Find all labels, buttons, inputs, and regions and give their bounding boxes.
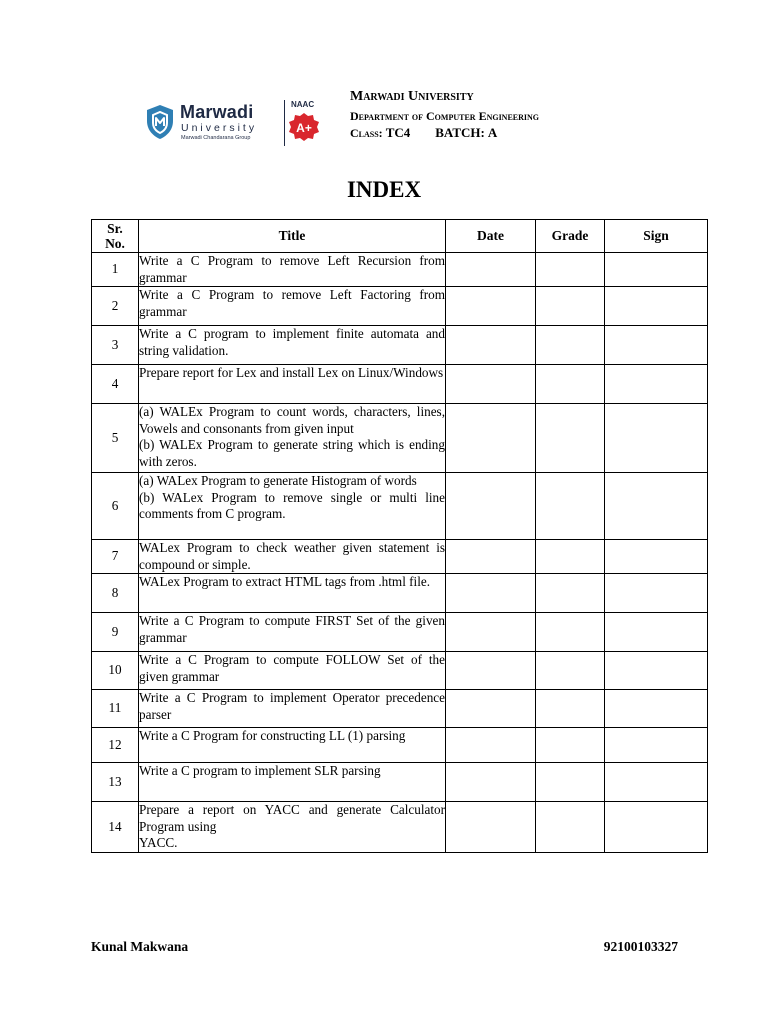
cell-date [446, 287, 536, 326]
table-row [92, 728, 708, 763]
cell-sr: 7 [92, 540, 139, 574]
university-logo [145, 98, 325, 150]
cell-title: Write a C Program to remove Left Recursion from grammar [139, 253, 445, 285]
header-sr: Sr. No. [92, 220, 139, 253]
cell-title: WALex Program to check weather given statement is compound or simple. [139, 540, 445, 572]
department-name: Department of Computer Engineering [350, 109, 540, 123]
batch-value: A [487, 125, 498, 140]
university-header [350, 88, 539, 141]
cell-title: Prepare a report on YACC and generate Calculator Program using YACC. [139, 802, 445, 850]
cell-date [446, 613, 536, 652]
cell-sign [605, 574, 708, 613]
naac-grade: A+ [296, 121, 312, 135]
cell-title: Prepare report for Lex and install Lex on Linux/Windows [139, 365, 446, 404]
class-label: Class: [350, 126, 383, 140]
cell-date [446, 652, 536, 690]
cell-date [446, 365, 536, 404]
cell-title: Write a C Program to compute FIRST Set of the given grammar [139, 613, 446, 652]
cell-sign [605, 652, 708, 690]
class-batch-line [350, 125, 539, 141]
cell-sign [605, 690, 708, 728]
cell-sr: 2 [92, 287, 139, 326]
logo-name: Marwadi [180, 102, 254, 122]
table-row [92, 540, 708, 574]
cell-grade [536, 652, 605, 690]
cell-date [446, 253, 536, 287]
cell-grade [536, 613, 605, 652]
table-row [92, 652, 708, 690]
cell-date [446, 540, 536, 574]
cell-date [446, 404, 536, 473]
cell-title: (a) WALEx Program to count words, characters, lines, Vowels and consonants from given input (b) WALEx Program to generate string which is ending with zeros. [139, 404, 446, 473]
cell-sign [605, 287, 708, 326]
student-id: 92100103327 [603, 939, 678, 954]
cell-sr: 3 [92, 326, 139, 365]
header-sign: Sign [605, 220, 708, 253]
shield-icon [145, 104, 175, 140]
cell-sign [605, 613, 708, 652]
cell-sign [605, 540, 708, 574]
table-row [92, 574, 708, 613]
cell-sign [605, 365, 708, 404]
cell-sr: 4 [92, 365, 139, 404]
student-name: Kunal Makwana [91, 939, 189, 954]
cell-title: Write a C program to implement SLR parsing [139, 763, 446, 802]
cell-sr: 11 [92, 690, 139, 728]
table-row [92, 763, 708, 802]
table-row [92, 690, 708, 728]
logo-subtitle: University [181, 122, 258, 134]
table-row [92, 253, 708, 287]
cell-date [446, 473, 536, 540]
naac-badge-icon [287, 112, 321, 142]
table-row [92, 613, 708, 652]
table-row [92, 326, 708, 365]
table-row [92, 287, 708, 326]
index-table [91, 219, 708, 853]
cell-grade [536, 473, 605, 540]
table-row [92, 365, 708, 404]
page-title: INDEX [346, 177, 422, 202]
naac-label: NAAC [291, 100, 315, 109]
cell-sr: 10 [92, 652, 139, 690]
cell-sr: 8 [92, 574, 139, 613]
cell-title: Write a C Program to compute FOLLOW Set of the given grammar [139, 652, 446, 690]
cell-sign [605, 404, 708, 473]
cell-sign [605, 473, 708, 540]
cell-grade [536, 728, 605, 763]
table-row [92, 404, 708, 473]
cell-title: Write a C Program to remove Left Factoring from grammar [139, 287, 446, 326]
cell-title: Write a C program to implement finite automata and string validation. [139, 326, 446, 365]
cell-date [446, 690, 536, 728]
header-date: Date [446, 220, 536, 253]
university-name: Marwadi University [350, 89, 474, 104]
table-row [92, 802, 708, 853]
cell-sr: 14 [92, 802, 139, 853]
cell-title: Write a C Program for constructing LL (1) parsing [139, 728, 446, 763]
cell-grade [536, 365, 605, 404]
logo-divider [284, 100, 285, 146]
cell-title: Write a C Program to implement Operator precedence parser [139, 690, 446, 728]
table-row [92, 473, 708, 540]
cell-grade [536, 574, 605, 613]
cell-sign [605, 326, 708, 365]
class-value: TC4 [385, 125, 411, 140]
cell-title: WALex Program to extract HTML tags from .html file. [139, 574, 446, 613]
header-title: Title [139, 220, 446, 253]
table-header-row [92, 220, 708, 253]
cell-sign [605, 763, 708, 802]
cell-sr: 1 [92, 253, 139, 287]
cell-grade [536, 802, 605, 853]
cell-sr: 5 [92, 404, 139, 473]
cell-sign [605, 728, 708, 763]
cell-grade [536, 404, 605, 473]
logo-group: Marwadi Chandarana Group [181, 135, 251, 141]
cell-sr: 9 [92, 613, 139, 652]
cell-grade [536, 253, 605, 287]
cell-date [446, 574, 536, 613]
cell-date [446, 326, 536, 365]
cell-date [446, 728, 536, 763]
header-grade: Grade [536, 220, 605, 253]
cell-grade [536, 326, 605, 365]
cell-sr: 12 [92, 728, 139, 763]
cell-grade [536, 763, 605, 802]
cell-sr: 13 [92, 763, 139, 802]
cell-grade [536, 690, 605, 728]
cell-sign [605, 253, 708, 287]
cell-grade [536, 540, 605, 574]
cell-date [446, 763, 536, 802]
cell-title: (a) WALex Program to generate Histogram of words (b) WALex Program to remove single or multi line comments from C program. [139, 473, 446, 540]
cell-grade [536, 287, 605, 326]
cell-date [446, 802, 536, 853]
cell-sr: 6 [92, 473, 139, 540]
batch-label: BATCH: [435, 125, 485, 140]
cell-sign [605, 802, 708, 853]
